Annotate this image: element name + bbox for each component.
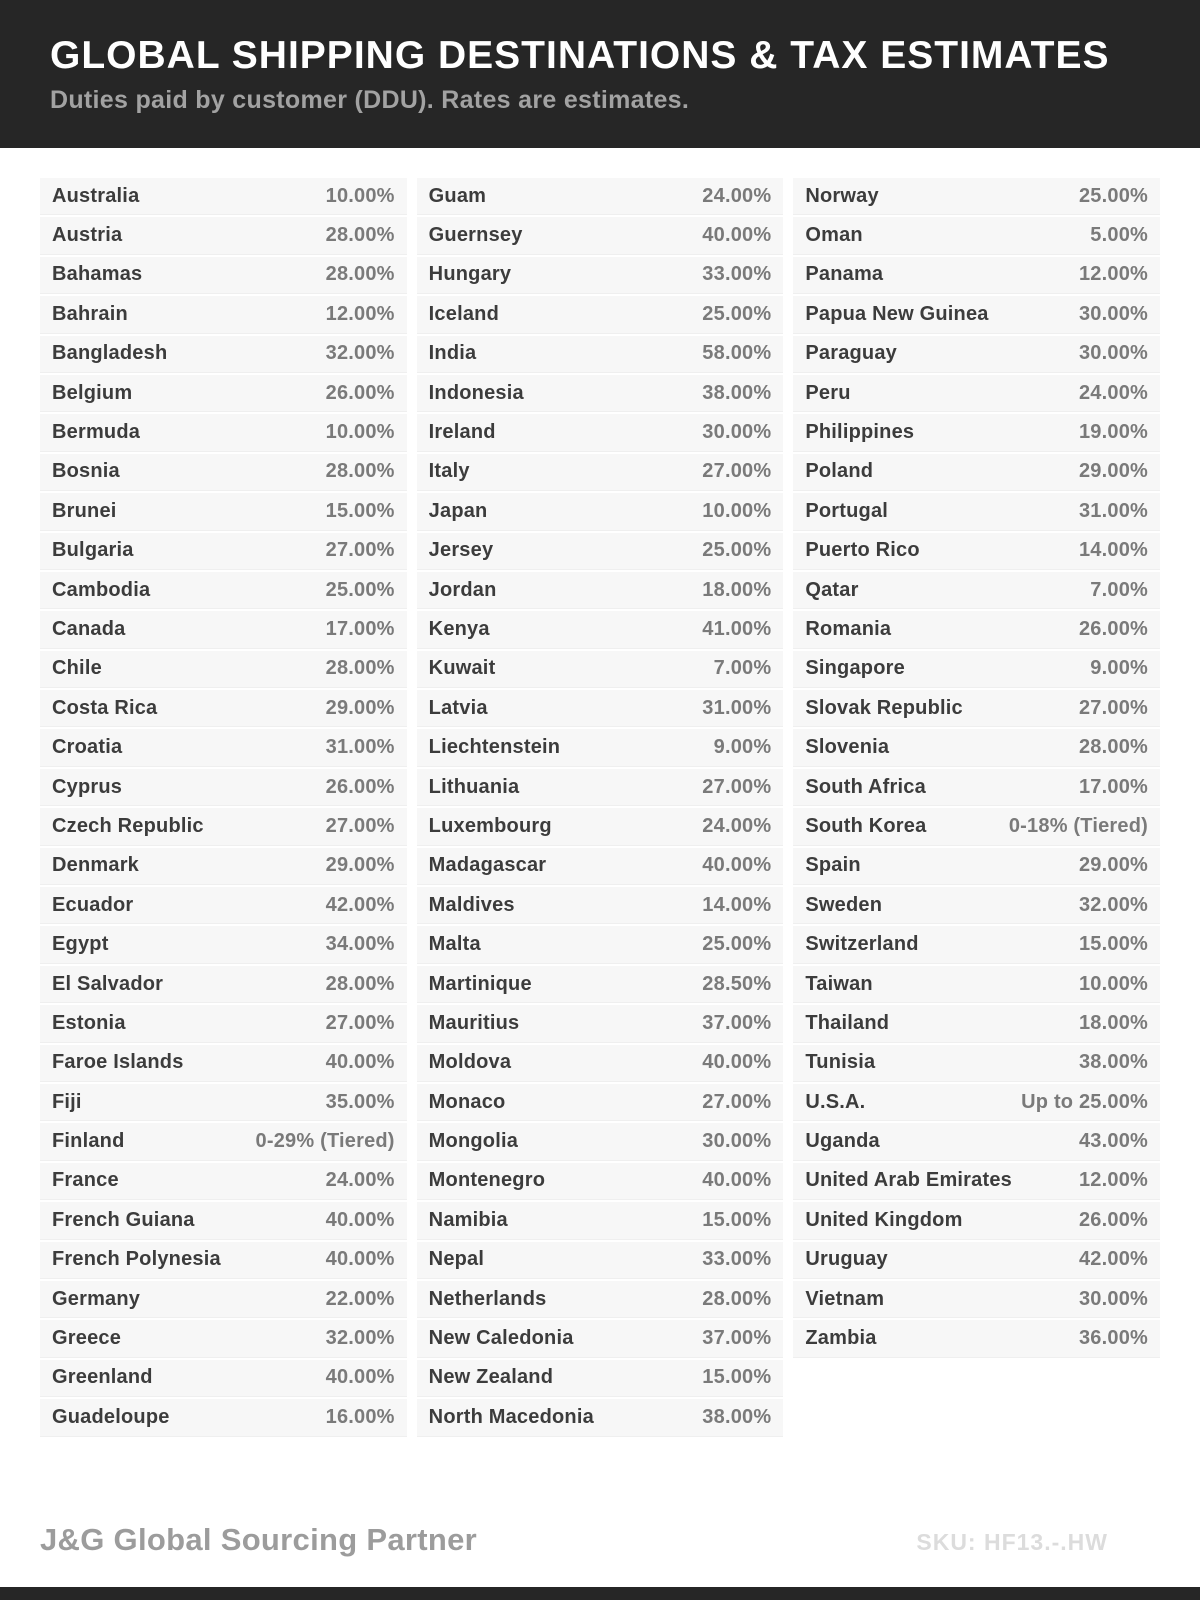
tax-rate: 28.00% xyxy=(325,224,395,247)
tax-rate: 28.00% xyxy=(325,263,395,286)
table-row xyxy=(793,729,1160,766)
country-name: Moldova xyxy=(428,1051,512,1074)
table-row xyxy=(417,1005,784,1042)
country-name: Uganda xyxy=(805,1130,880,1153)
tax-rate: 32.00% xyxy=(1078,893,1149,916)
table-row xyxy=(417,966,784,1003)
tax-rate: 42.00% xyxy=(325,893,395,916)
tax-rate: 15.00% xyxy=(702,1208,772,1231)
table-row xyxy=(793,572,1160,609)
country-name: Bahamas xyxy=(52,263,143,286)
tax-rate: 29.00% xyxy=(1078,854,1149,877)
table-row xyxy=(793,1163,1160,1200)
country-name: Guernsey xyxy=(428,224,523,247)
country-name: United Arab Emirates xyxy=(805,1169,1012,1192)
table-row xyxy=(40,1123,407,1160)
table-row xyxy=(417,1084,784,1121)
table-row xyxy=(417,336,784,373)
table-row xyxy=(417,178,784,215)
table-row xyxy=(793,336,1160,373)
table-row xyxy=(793,887,1160,924)
table-row xyxy=(793,493,1160,530)
tax-rate: 27.00% xyxy=(325,814,395,837)
table-row xyxy=(40,257,407,294)
tax-rate: 29.00% xyxy=(325,854,395,877)
tax-rate: 12.00% xyxy=(1078,1169,1149,1192)
table-row xyxy=(40,808,407,845)
country-name: Madagascar xyxy=(428,854,547,877)
table-row xyxy=(793,375,1160,412)
country-name: Brunei xyxy=(52,499,117,522)
table-row xyxy=(40,1281,407,1318)
country-name: Liechtenstein xyxy=(428,736,561,759)
table-row xyxy=(417,217,784,254)
table-row xyxy=(417,729,784,766)
table-row xyxy=(40,414,407,451)
tax-rate: 18.00% xyxy=(1078,1011,1149,1034)
table-row xyxy=(40,651,407,688)
table-row xyxy=(793,178,1160,215)
country-name: Bosnia xyxy=(52,460,120,483)
table-row xyxy=(793,1045,1160,1082)
tax-rate: 40.00% xyxy=(702,1169,772,1192)
table-row xyxy=(793,690,1160,727)
country-name: Luxembourg xyxy=(428,814,552,837)
tax-rate: 26.00% xyxy=(1078,617,1149,640)
tax-rate: 19.00% xyxy=(1078,421,1149,444)
table-row xyxy=(417,848,784,885)
tax-rate: 24.00% xyxy=(702,814,772,837)
table-row xyxy=(417,493,784,530)
tax-rate: 37.00% xyxy=(702,1011,772,1034)
table-row xyxy=(417,1123,784,1160)
table-row xyxy=(40,1045,407,1082)
country-name: Faroe Islands xyxy=(52,1051,184,1074)
table-row xyxy=(417,769,784,806)
country-name: Taiwan xyxy=(805,972,873,995)
tax-rate: 37.00% xyxy=(702,1327,772,1350)
table-row xyxy=(417,926,784,963)
tax-rate: 22.00% xyxy=(325,1287,395,1310)
country-name: Denmark xyxy=(52,854,139,877)
tax-rate: 14.00% xyxy=(1078,539,1149,562)
tax-rate: 40.00% xyxy=(325,1248,395,1271)
tax-rate: 28.50% xyxy=(702,972,772,995)
table-row xyxy=(793,1084,1160,1121)
tax-rate: 31.00% xyxy=(702,696,772,719)
tax-rate: 17.00% xyxy=(325,617,395,640)
country-name: Uruguay xyxy=(805,1248,888,1271)
country-name: Panama xyxy=(805,263,884,286)
country-name: Guadeloupe xyxy=(52,1405,170,1428)
country-name: Thailand xyxy=(805,1011,890,1034)
country-name: South Africa xyxy=(805,775,926,798)
tax-rate: 30.00% xyxy=(1078,342,1149,365)
table-row xyxy=(417,690,784,727)
table-row xyxy=(40,1202,407,1239)
tax-rate: 24.00% xyxy=(1078,381,1149,404)
tax-rate: 25.00% xyxy=(325,578,395,601)
country-name: Greenland xyxy=(52,1366,153,1389)
brand-name: J&G Global Sourcing Partner xyxy=(40,1522,478,1557)
country-name: Ireland xyxy=(428,421,496,444)
table-row xyxy=(40,1399,407,1436)
country-name: Norway xyxy=(805,184,879,207)
bottom-accent-bar xyxy=(0,1587,1200,1600)
table-row xyxy=(793,611,1160,648)
tax-rate: 40.00% xyxy=(702,1051,772,1074)
table-row xyxy=(40,454,407,491)
table-row xyxy=(793,769,1160,806)
country-name: Finland xyxy=(52,1130,125,1153)
table-row xyxy=(417,454,784,491)
country-name: Maldives xyxy=(428,893,515,916)
footer xyxy=(40,1522,1108,1558)
table-row xyxy=(40,690,407,727)
country-name: Philippines xyxy=(805,421,915,444)
tax-rate: 0-18% (Tiered) xyxy=(1008,814,1149,837)
tax-rate: 12.00% xyxy=(1078,263,1149,286)
tax-rate: 26.00% xyxy=(1078,1208,1149,1231)
table-row xyxy=(417,1242,784,1279)
table-row xyxy=(793,966,1160,1003)
table-row xyxy=(40,533,407,570)
tax-rate: 17.00% xyxy=(1078,775,1149,798)
table-row xyxy=(40,572,407,609)
country-name: Iceland xyxy=(428,302,499,325)
country-name: Slovak Republic xyxy=(805,696,963,719)
country-name: Tunisia xyxy=(805,1051,876,1074)
table-row xyxy=(793,217,1160,254)
country-name: Costa Rica xyxy=(52,696,158,719)
country-name: Puerto Rico xyxy=(805,539,920,562)
country-name: Papua New Guinea xyxy=(805,302,989,325)
tax-rate: 10.00% xyxy=(325,184,395,207)
table-row xyxy=(417,611,784,648)
country-name: Chile xyxy=(52,657,102,680)
table-row xyxy=(40,1084,407,1121)
country-name: Martinique xyxy=(428,972,532,995)
country-name: Paraguay xyxy=(805,342,897,365)
table-row xyxy=(793,1320,1160,1357)
country-name: Austria xyxy=(52,224,123,247)
country-name: Oman xyxy=(805,224,863,247)
tax-rate: 9.00% xyxy=(713,736,772,759)
country-name: Montenegro xyxy=(428,1169,546,1192)
table-row xyxy=(793,1005,1160,1042)
country-name: El Salvador xyxy=(52,972,164,995)
tax-rate: 15.00% xyxy=(702,1366,772,1389)
tax-rate: 38.00% xyxy=(702,1405,772,1428)
tax-rate: 24.00% xyxy=(702,184,772,207)
tax-rate: 30.00% xyxy=(702,421,772,444)
country-name: Lithuania xyxy=(428,775,520,798)
table-row xyxy=(417,808,784,845)
tax-rate: 14.00% xyxy=(702,893,772,916)
tax-rate: 38.00% xyxy=(702,381,772,404)
table-row xyxy=(40,887,407,924)
tax-rate: 7.00% xyxy=(1090,578,1149,601)
tax-rate: 27.00% xyxy=(325,1011,395,1034)
country-name: Netherlands xyxy=(428,1287,547,1310)
tax-rate: 32.00% xyxy=(325,1327,395,1350)
tax-rate: 58.00% xyxy=(702,342,772,365)
tax-rate: 12.00% xyxy=(325,302,395,325)
country-name: Malta xyxy=(428,933,481,956)
country-name: Switzerland xyxy=(805,933,919,956)
tax-rate: 26.00% xyxy=(325,775,395,798)
page-subtitle: Duties paid by customer (DDU). Rates are estimates. xyxy=(50,85,690,114)
tax-rate: 25.00% xyxy=(702,539,772,562)
tax-rate: 27.00% xyxy=(1078,696,1149,719)
table-row xyxy=(417,1202,784,1239)
rate-table-column-1 xyxy=(40,178,407,1439)
tax-rate: 30.00% xyxy=(702,1130,772,1153)
tax-rate: 24.00% xyxy=(325,1169,395,1192)
country-name: Bulgaria xyxy=(52,539,134,562)
table-row xyxy=(793,926,1160,963)
country-name: Croatia xyxy=(52,736,123,759)
table-row xyxy=(40,729,407,766)
tax-rate: 31.00% xyxy=(1078,499,1149,522)
country-name: Jordan xyxy=(428,578,497,601)
tax-rate: 35.00% xyxy=(325,1090,395,1113)
header-banner xyxy=(0,0,1200,148)
tax-rate: 15.00% xyxy=(1078,933,1149,956)
country-name: Latvia xyxy=(428,696,488,719)
table-row xyxy=(417,1281,784,1318)
tax-rate: 27.00% xyxy=(702,775,772,798)
table-row xyxy=(417,887,784,924)
tax-rate: 34.00% xyxy=(325,933,395,956)
table-row xyxy=(40,178,407,215)
tax-rate: 27.00% xyxy=(702,460,772,483)
table-row xyxy=(40,966,407,1003)
table-row xyxy=(417,1399,784,1436)
table-row xyxy=(417,1163,784,1200)
tax-rate: 5.00% xyxy=(1090,224,1149,247)
country-name: Estonia xyxy=(52,1011,126,1034)
table-row xyxy=(40,611,407,648)
tax-rate: 10.00% xyxy=(1078,972,1149,995)
table-row xyxy=(793,533,1160,570)
table-row xyxy=(417,414,784,451)
tax-rate: 31.00% xyxy=(325,736,395,759)
country-name: Jersey xyxy=(428,539,494,562)
table-row xyxy=(40,1163,407,1200)
country-name: Poland xyxy=(805,460,874,483)
country-name: Singapore xyxy=(805,657,905,680)
country-name: Spain xyxy=(805,854,861,877)
country-name: Hungary xyxy=(428,263,512,286)
tax-rate: 38.00% xyxy=(1078,1051,1149,1074)
tax-rate: 25.00% xyxy=(1078,184,1149,207)
tax-rate: Up to 25.00% xyxy=(1021,1090,1149,1113)
table-row xyxy=(40,493,407,530)
table-row xyxy=(417,1045,784,1082)
tax-rate: 7.00% xyxy=(713,657,772,680)
tax-rate: 27.00% xyxy=(702,1090,772,1113)
country-name: Belgium xyxy=(52,381,133,404)
country-name: Sweden xyxy=(805,893,883,916)
country-name: Bahrain xyxy=(52,302,128,325)
country-name: Japan xyxy=(428,499,488,522)
shipping-rate-tables xyxy=(0,148,1200,1439)
table-row xyxy=(417,533,784,570)
country-name: Romania xyxy=(805,617,892,640)
country-name: Kuwait xyxy=(428,657,496,680)
country-name: U.S.A. xyxy=(805,1090,866,1113)
country-name: Germany xyxy=(52,1287,141,1310)
country-name: India xyxy=(428,342,477,365)
country-name: Guam xyxy=(428,184,487,207)
country-name: French Polynesia xyxy=(52,1248,221,1271)
table-row xyxy=(417,651,784,688)
table-row xyxy=(40,1320,407,1357)
page-title: GLOBAL SHIPPING DESTINATIONS & TAX ESTIMATES xyxy=(50,34,1110,77)
table-row xyxy=(417,257,784,294)
tax-rate: 33.00% xyxy=(702,263,772,286)
country-name: Namibia xyxy=(428,1208,508,1231)
country-name: Ecuador xyxy=(52,893,134,916)
tax-rate: 40.00% xyxy=(702,854,772,877)
country-name: Portugal xyxy=(805,499,889,522)
country-name: Bermuda xyxy=(52,421,141,444)
tax-rate: 29.00% xyxy=(325,696,395,719)
tax-rate: 30.00% xyxy=(1078,1287,1149,1310)
table-row xyxy=(793,257,1160,294)
sku-label: SKU: HF13.-.HW xyxy=(916,1529,1108,1555)
table-row xyxy=(40,336,407,373)
country-name: Nepal xyxy=(428,1248,485,1271)
country-name: Indonesia xyxy=(428,381,524,404)
tax-rate: 40.00% xyxy=(325,1051,395,1074)
table-row xyxy=(417,572,784,609)
tax-rate: 41.00% xyxy=(702,617,772,640)
rate-table-column-2 xyxy=(417,178,784,1439)
tax-rate: 15.00% xyxy=(325,499,395,522)
tax-rate: 28.00% xyxy=(325,657,395,680)
country-name: Fiji xyxy=(52,1090,82,1113)
tax-rate: 28.00% xyxy=(325,972,395,995)
rate-table-column-3 xyxy=(793,178,1160,1439)
tax-rate: 36.00% xyxy=(1078,1327,1149,1350)
table-row xyxy=(793,296,1160,333)
table-row xyxy=(793,1242,1160,1279)
tax-rate: 33.00% xyxy=(702,1248,772,1271)
table-row xyxy=(40,217,407,254)
tax-rate: 40.00% xyxy=(325,1366,395,1389)
country-name: Vietnam xyxy=(805,1287,885,1310)
table-row xyxy=(417,1320,784,1357)
table-row xyxy=(793,414,1160,451)
tax-rate: 10.00% xyxy=(702,499,772,522)
table-row xyxy=(793,1202,1160,1239)
tax-rate: 40.00% xyxy=(702,224,772,247)
tax-rate: 25.00% xyxy=(702,302,772,325)
table-row xyxy=(793,808,1160,845)
country-name: Zambia xyxy=(805,1327,877,1350)
country-name: Czech Republic xyxy=(52,814,204,837)
table-row xyxy=(40,1360,407,1397)
table-row xyxy=(793,454,1160,491)
country-name: New Zealand xyxy=(428,1366,554,1389)
table-row xyxy=(793,1123,1160,1160)
tax-rate: 43.00% xyxy=(1078,1130,1149,1153)
table-row xyxy=(40,769,407,806)
tax-rate: 0-29% (Tiered) xyxy=(255,1130,395,1153)
tax-rate: 30.00% xyxy=(1078,302,1149,325)
country-name: Cyprus xyxy=(52,775,123,798)
tax-rate: 28.00% xyxy=(702,1287,772,1310)
tax-rate: 10.00% xyxy=(325,421,395,444)
tax-rate: 9.00% xyxy=(1090,657,1149,680)
tax-rate: 32.00% xyxy=(325,342,395,365)
table-row xyxy=(40,296,407,333)
table-row xyxy=(40,848,407,885)
tax-rate: 28.00% xyxy=(325,460,395,483)
tax-rate: 18.00% xyxy=(702,578,772,601)
table-row xyxy=(793,651,1160,688)
tax-rate: 26.00% xyxy=(325,381,395,404)
table-row xyxy=(40,1005,407,1042)
country-name: Egypt xyxy=(52,933,109,956)
table-row xyxy=(417,296,784,333)
country-name: France xyxy=(52,1169,119,1192)
country-name: North Macedonia xyxy=(428,1405,594,1428)
country-name: Bangladesh xyxy=(52,342,168,365)
country-name: Monaco xyxy=(428,1090,506,1113)
tax-rate: 27.00% xyxy=(325,539,395,562)
country-name: Mongolia xyxy=(428,1130,519,1153)
country-name: Kenya xyxy=(428,617,490,640)
tax-rate: 25.00% xyxy=(702,933,772,956)
country-name: Australia xyxy=(52,184,140,207)
country-name: South Korea xyxy=(805,814,927,837)
tax-rate: 16.00% xyxy=(325,1405,395,1428)
country-name: Qatar xyxy=(805,578,859,601)
table-row xyxy=(793,848,1160,885)
country-name: United Kingdom xyxy=(805,1208,963,1231)
tax-rate: 29.00% xyxy=(1078,460,1149,483)
country-name: Italy xyxy=(428,460,470,483)
country-name: Peru xyxy=(805,381,851,404)
table-row xyxy=(40,375,407,412)
country-name: New Caledonia xyxy=(428,1327,574,1350)
country-name: French Guiana xyxy=(52,1208,195,1231)
table-row xyxy=(417,375,784,412)
tax-rate: 28.00% xyxy=(1078,736,1149,759)
country-name: Mauritius xyxy=(428,1011,520,1034)
country-name: Slovenia xyxy=(805,736,890,759)
tax-rate: 42.00% xyxy=(1078,1248,1149,1271)
table-row xyxy=(40,926,407,963)
tax-rate: 40.00% xyxy=(325,1208,395,1231)
table-row xyxy=(417,1360,784,1397)
table-row xyxy=(40,1242,407,1279)
country-name: Canada xyxy=(52,617,126,640)
table-row xyxy=(793,1281,1160,1318)
country-name: Cambodia xyxy=(52,578,151,601)
country-name: Greece xyxy=(52,1327,122,1350)
